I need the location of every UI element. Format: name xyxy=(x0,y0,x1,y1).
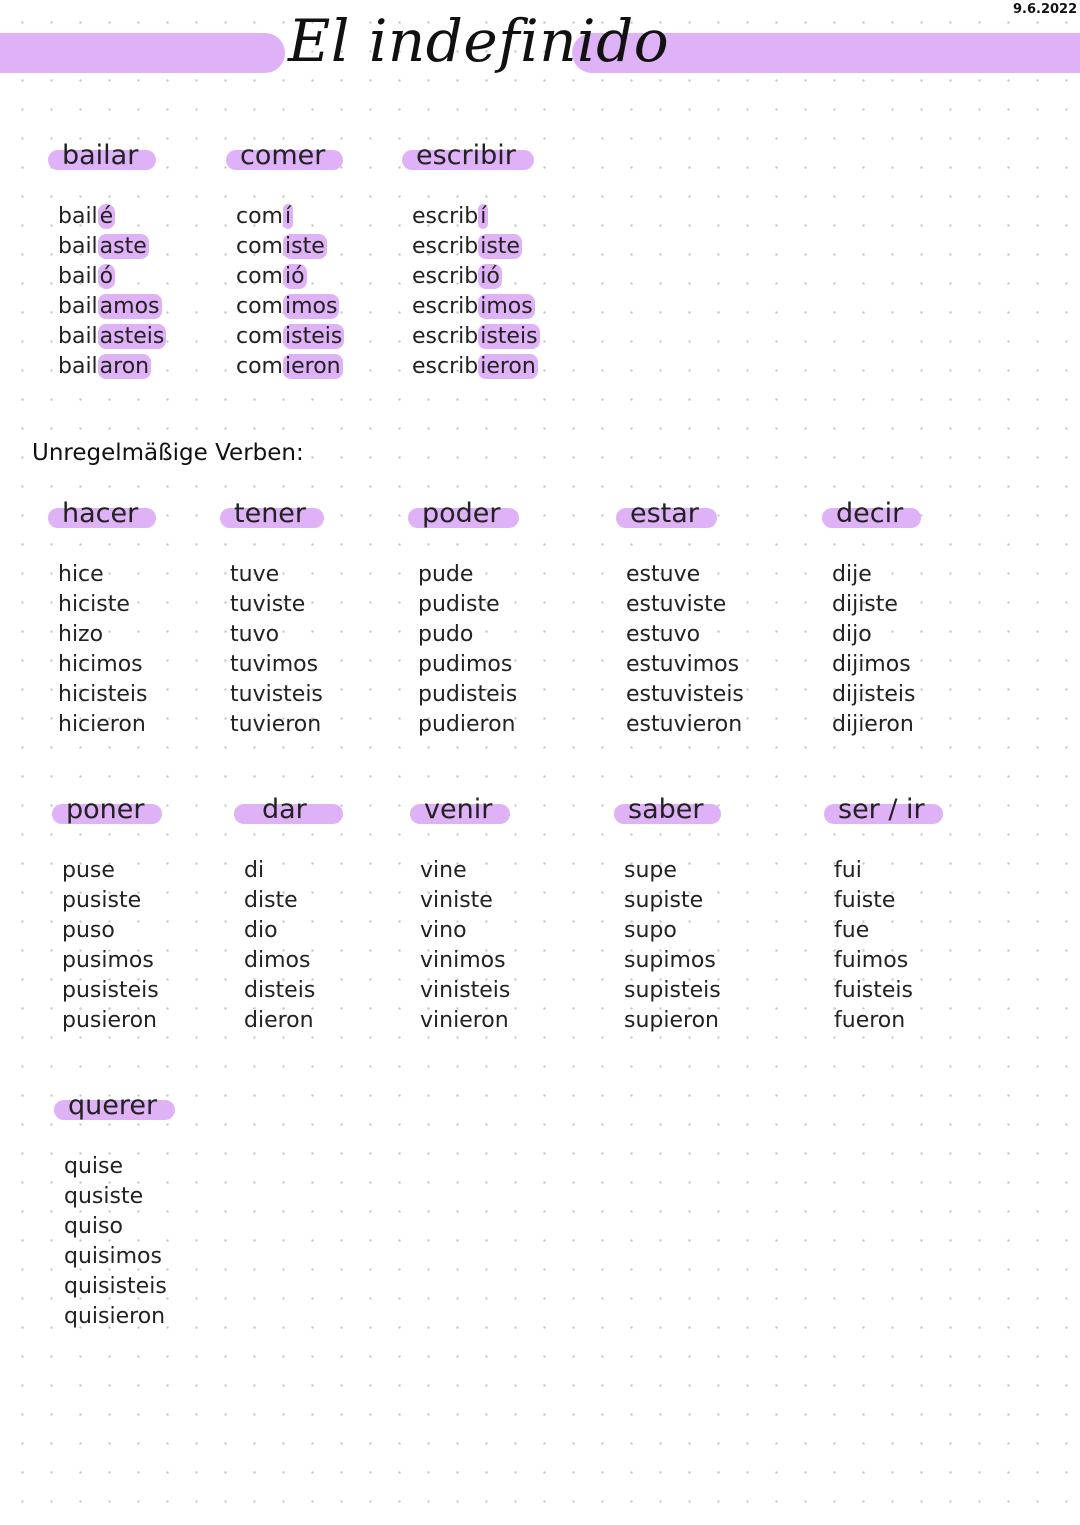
conjugation-form: pudiste xyxy=(418,592,500,617)
ending-highlight: í xyxy=(285,204,292,229)
conjugation-list xyxy=(234,856,343,1036)
conjugation-form: pudimos xyxy=(418,652,513,677)
conjugation-form: pudo xyxy=(418,622,474,647)
conjugation-form: comimos xyxy=(236,294,338,319)
conjugation-form: viniste xyxy=(420,888,493,913)
conjugation-form: pude xyxy=(418,562,474,587)
conjugation-form: bailé xyxy=(58,204,114,229)
conjugation-list xyxy=(52,856,162,1036)
verb-infinitive: venir xyxy=(424,794,493,825)
verb-block-decir xyxy=(822,498,921,740)
conjugation-form: hiciste xyxy=(58,592,130,617)
conjugation-form: vinisteis xyxy=(420,978,511,1003)
title-banner-left xyxy=(0,33,285,73)
verb-infinitive: saber xyxy=(628,794,704,825)
conjugation-form: supimos xyxy=(624,948,716,973)
conjugation-form: di xyxy=(244,858,265,883)
ending-highlight: amos xyxy=(99,294,160,319)
verb-block-saber xyxy=(614,794,721,1036)
conjugation-form: puse xyxy=(62,858,115,883)
conjugation-form: pusieron xyxy=(62,1008,157,1033)
verb-infinitive: poder xyxy=(422,498,501,529)
conjugation-form: quisimos xyxy=(64,1244,162,1269)
conjugation-form: puso xyxy=(62,918,115,943)
verb-header xyxy=(220,498,324,529)
ending-highlight: aron xyxy=(99,354,150,379)
conjugation-form: escribieron xyxy=(412,354,536,379)
verb-infinitive: tener xyxy=(234,498,307,529)
verb-infinitive: bailar xyxy=(62,140,139,171)
conjugation-form: estuvimos xyxy=(626,652,740,677)
conjugation-form: fuiste xyxy=(834,888,896,913)
conjugation-form: quise xyxy=(64,1154,124,1179)
conjugation-list xyxy=(402,202,540,382)
conjugation-form: bailó xyxy=(58,264,114,289)
ending-highlight: ió xyxy=(285,264,305,289)
conjugation-list xyxy=(408,560,519,740)
conjugation-form: dijieron xyxy=(832,712,914,737)
conjugation-list xyxy=(220,560,324,740)
conjugation-form: fue xyxy=(834,918,870,943)
verb-header xyxy=(48,498,156,529)
ending-highlight: aste xyxy=(99,234,147,259)
conjugation-form: escribisteis xyxy=(412,324,538,349)
conjugation-form: tuvieron xyxy=(230,712,322,737)
conjugation-form: comió xyxy=(236,264,305,289)
conjugation-form: bailasteis xyxy=(58,324,165,349)
ending-highlight: iste xyxy=(480,234,520,259)
conjugation-form: estuvo xyxy=(626,622,701,647)
verb-infinitive: ser / ir xyxy=(838,794,925,825)
conjugation-form: hizo xyxy=(58,622,104,647)
verb-block-tener xyxy=(220,498,324,740)
conjugation-form: dijimos xyxy=(832,652,911,677)
verb-header xyxy=(402,140,534,171)
verb-block-poner xyxy=(52,794,162,1036)
conjugation-list xyxy=(226,202,344,382)
conjugation-form: comí xyxy=(236,204,292,229)
conjugation-form: quiso xyxy=(64,1214,123,1239)
conjugation-form: bailaron xyxy=(58,354,150,379)
conjugation-form: vino xyxy=(420,918,467,943)
conjugation-form: fueron xyxy=(834,1008,906,1033)
ending-highlight: iste xyxy=(285,234,325,259)
verb-header xyxy=(822,498,921,529)
conjugation-form: hicieron xyxy=(58,712,146,737)
conjugation-list xyxy=(48,560,156,740)
verb-infinitive: decir xyxy=(836,498,904,529)
conjugation-list xyxy=(616,560,744,740)
page-title: El indefinido xyxy=(288,7,670,75)
conjugation-form: vine xyxy=(420,858,467,883)
conjugation-form: tuvimos xyxy=(230,652,319,677)
conjugation-form: hicisteis xyxy=(58,682,148,707)
conjugation-list xyxy=(614,856,721,1036)
verb-block-comer xyxy=(226,140,344,382)
verb-block-poder xyxy=(408,498,519,740)
conjugation-form: supo xyxy=(624,918,677,943)
conjugation-form: tuvisteis xyxy=(230,682,323,707)
ending-highlight: ieron xyxy=(480,354,536,379)
conjugation-form: comieron xyxy=(236,354,341,379)
conjugation-form: quisieron xyxy=(64,1304,166,1329)
conjugation-form: tuvo xyxy=(230,622,280,647)
conjugation-form: tuve xyxy=(230,562,280,587)
ending-highlight: isteis xyxy=(285,324,343,349)
ending-highlight: ó xyxy=(99,264,114,289)
conjugation-list xyxy=(824,856,943,1036)
conjugation-form: fui xyxy=(834,858,862,883)
conjugation-form: estuvisteis xyxy=(626,682,744,707)
conjugation-list xyxy=(410,856,510,1036)
conjugation-form: diste xyxy=(244,888,298,913)
conjugation-form: vinimos xyxy=(420,948,506,973)
conjugation-form: dijo xyxy=(832,622,872,647)
ending-highlight: é xyxy=(99,204,114,229)
conjugation-form: supisteis xyxy=(624,978,721,1003)
verb-block-hacer xyxy=(48,498,156,740)
conjugation-form: dijisteis xyxy=(832,682,916,707)
verb-block-estar xyxy=(616,498,744,740)
verb-infinitive: estar xyxy=(630,498,699,529)
verb-block-venir xyxy=(410,794,510,1036)
verb-header xyxy=(824,794,943,825)
irregular-verbs-heading: Unregelmäßige Verben: xyxy=(32,440,304,466)
conjugation-form: supe xyxy=(624,858,677,883)
verb-infinitive: hacer xyxy=(62,498,139,529)
conjugation-form: pusisteis xyxy=(62,978,159,1003)
conjugation-form: disteis xyxy=(244,978,316,1003)
verb-infinitive: dar xyxy=(262,794,307,825)
conjugation-list xyxy=(48,202,166,382)
conjugation-form: escribimos xyxy=(412,294,533,319)
ending-highlight: isteis xyxy=(480,324,538,349)
verb-infinitive: comer xyxy=(240,140,326,171)
verb-block-querer xyxy=(54,1090,175,1332)
conjugation-form: dio xyxy=(244,918,278,943)
conjugation-form: escribió xyxy=(412,264,500,289)
conjugation-form: comiste xyxy=(236,234,325,259)
ending-highlight: í xyxy=(480,204,487,229)
conjugation-form: dimos xyxy=(244,948,311,973)
verb-header xyxy=(616,498,717,529)
conjugation-form: hice xyxy=(58,562,104,587)
conjugation-form: estuve xyxy=(626,562,701,587)
conjugation-form: estuviste xyxy=(626,592,727,617)
verb-header xyxy=(226,140,343,171)
conjugation-form: bailamos xyxy=(58,294,160,319)
verb-infinitive: poner xyxy=(66,794,145,825)
conjugation-form: hicimos xyxy=(58,652,143,677)
conjugation-form: pudisteis xyxy=(418,682,518,707)
verb-header xyxy=(234,794,343,825)
conjugation-list xyxy=(54,1152,175,1332)
conjugation-form: estuvieron xyxy=(626,712,743,737)
ending-highlight: asteis xyxy=(99,324,165,349)
conjugation-form: quisisteis xyxy=(64,1274,167,1299)
ending-highlight: imos xyxy=(285,294,338,319)
verb-block-ser-ir xyxy=(824,794,943,1036)
conjugation-form: qusiste xyxy=(64,1184,144,1209)
conjugation-form: fuisteis xyxy=(834,978,913,1003)
conjugation-form: supiste xyxy=(624,888,704,913)
verb-block-bailar xyxy=(48,140,166,382)
conjugation-form: fuimos xyxy=(834,948,909,973)
ending-highlight: imos xyxy=(480,294,533,319)
verb-header xyxy=(614,794,721,825)
conjugation-form: tuviste xyxy=(230,592,306,617)
conjugation-form: bailaste xyxy=(58,234,147,259)
conjugation-form: vinieron xyxy=(420,1008,509,1033)
verb-block-escribir xyxy=(402,140,540,382)
conjugation-form: pusimos xyxy=(62,948,154,973)
verb-header xyxy=(54,1090,175,1121)
date-label: 9.6.2022 xyxy=(1013,2,1078,17)
conjugation-form: comisteis xyxy=(236,324,343,349)
conjugation-form: supieron xyxy=(624,1008,719,1033)
verb-header xyxy=(52,794,162,825)
verb-header xyxy=(48,140,156,171)
verb-header xyxy=(410,794,510,825)
conjugation-form: dije xyxy=(832,562,872,587)
conjugation-form: dijiste xyxy=(832,592,898,617)
conjugation-list xyxy=(822,560,921,740)
verb-header xyxy=(408,498,519,529)
verb-infinitive: escribir xyxy=(416,140,516,171)
verb-infinitive: querer xyxy=(68,1090,158,1121)
conjugation-form: dieron xyxy=(244,1008,314,1033)
ending-highlight: ieron xyxy=(285,354,341,379)
conjugation-form: pudieron xyxy=(418,712,516,737)
conjugation-form: escribí xyxy=(412,204,487,229)
conjugation-form: escribiste xyxy=(412,234,520,259)
verb-block-dar xyxy=(234,794,343,1036)
ending-highlight: ió xyxy=(480,264,500,289)
conjugation-form: pusiste xyxy=(62,888,142,913)
